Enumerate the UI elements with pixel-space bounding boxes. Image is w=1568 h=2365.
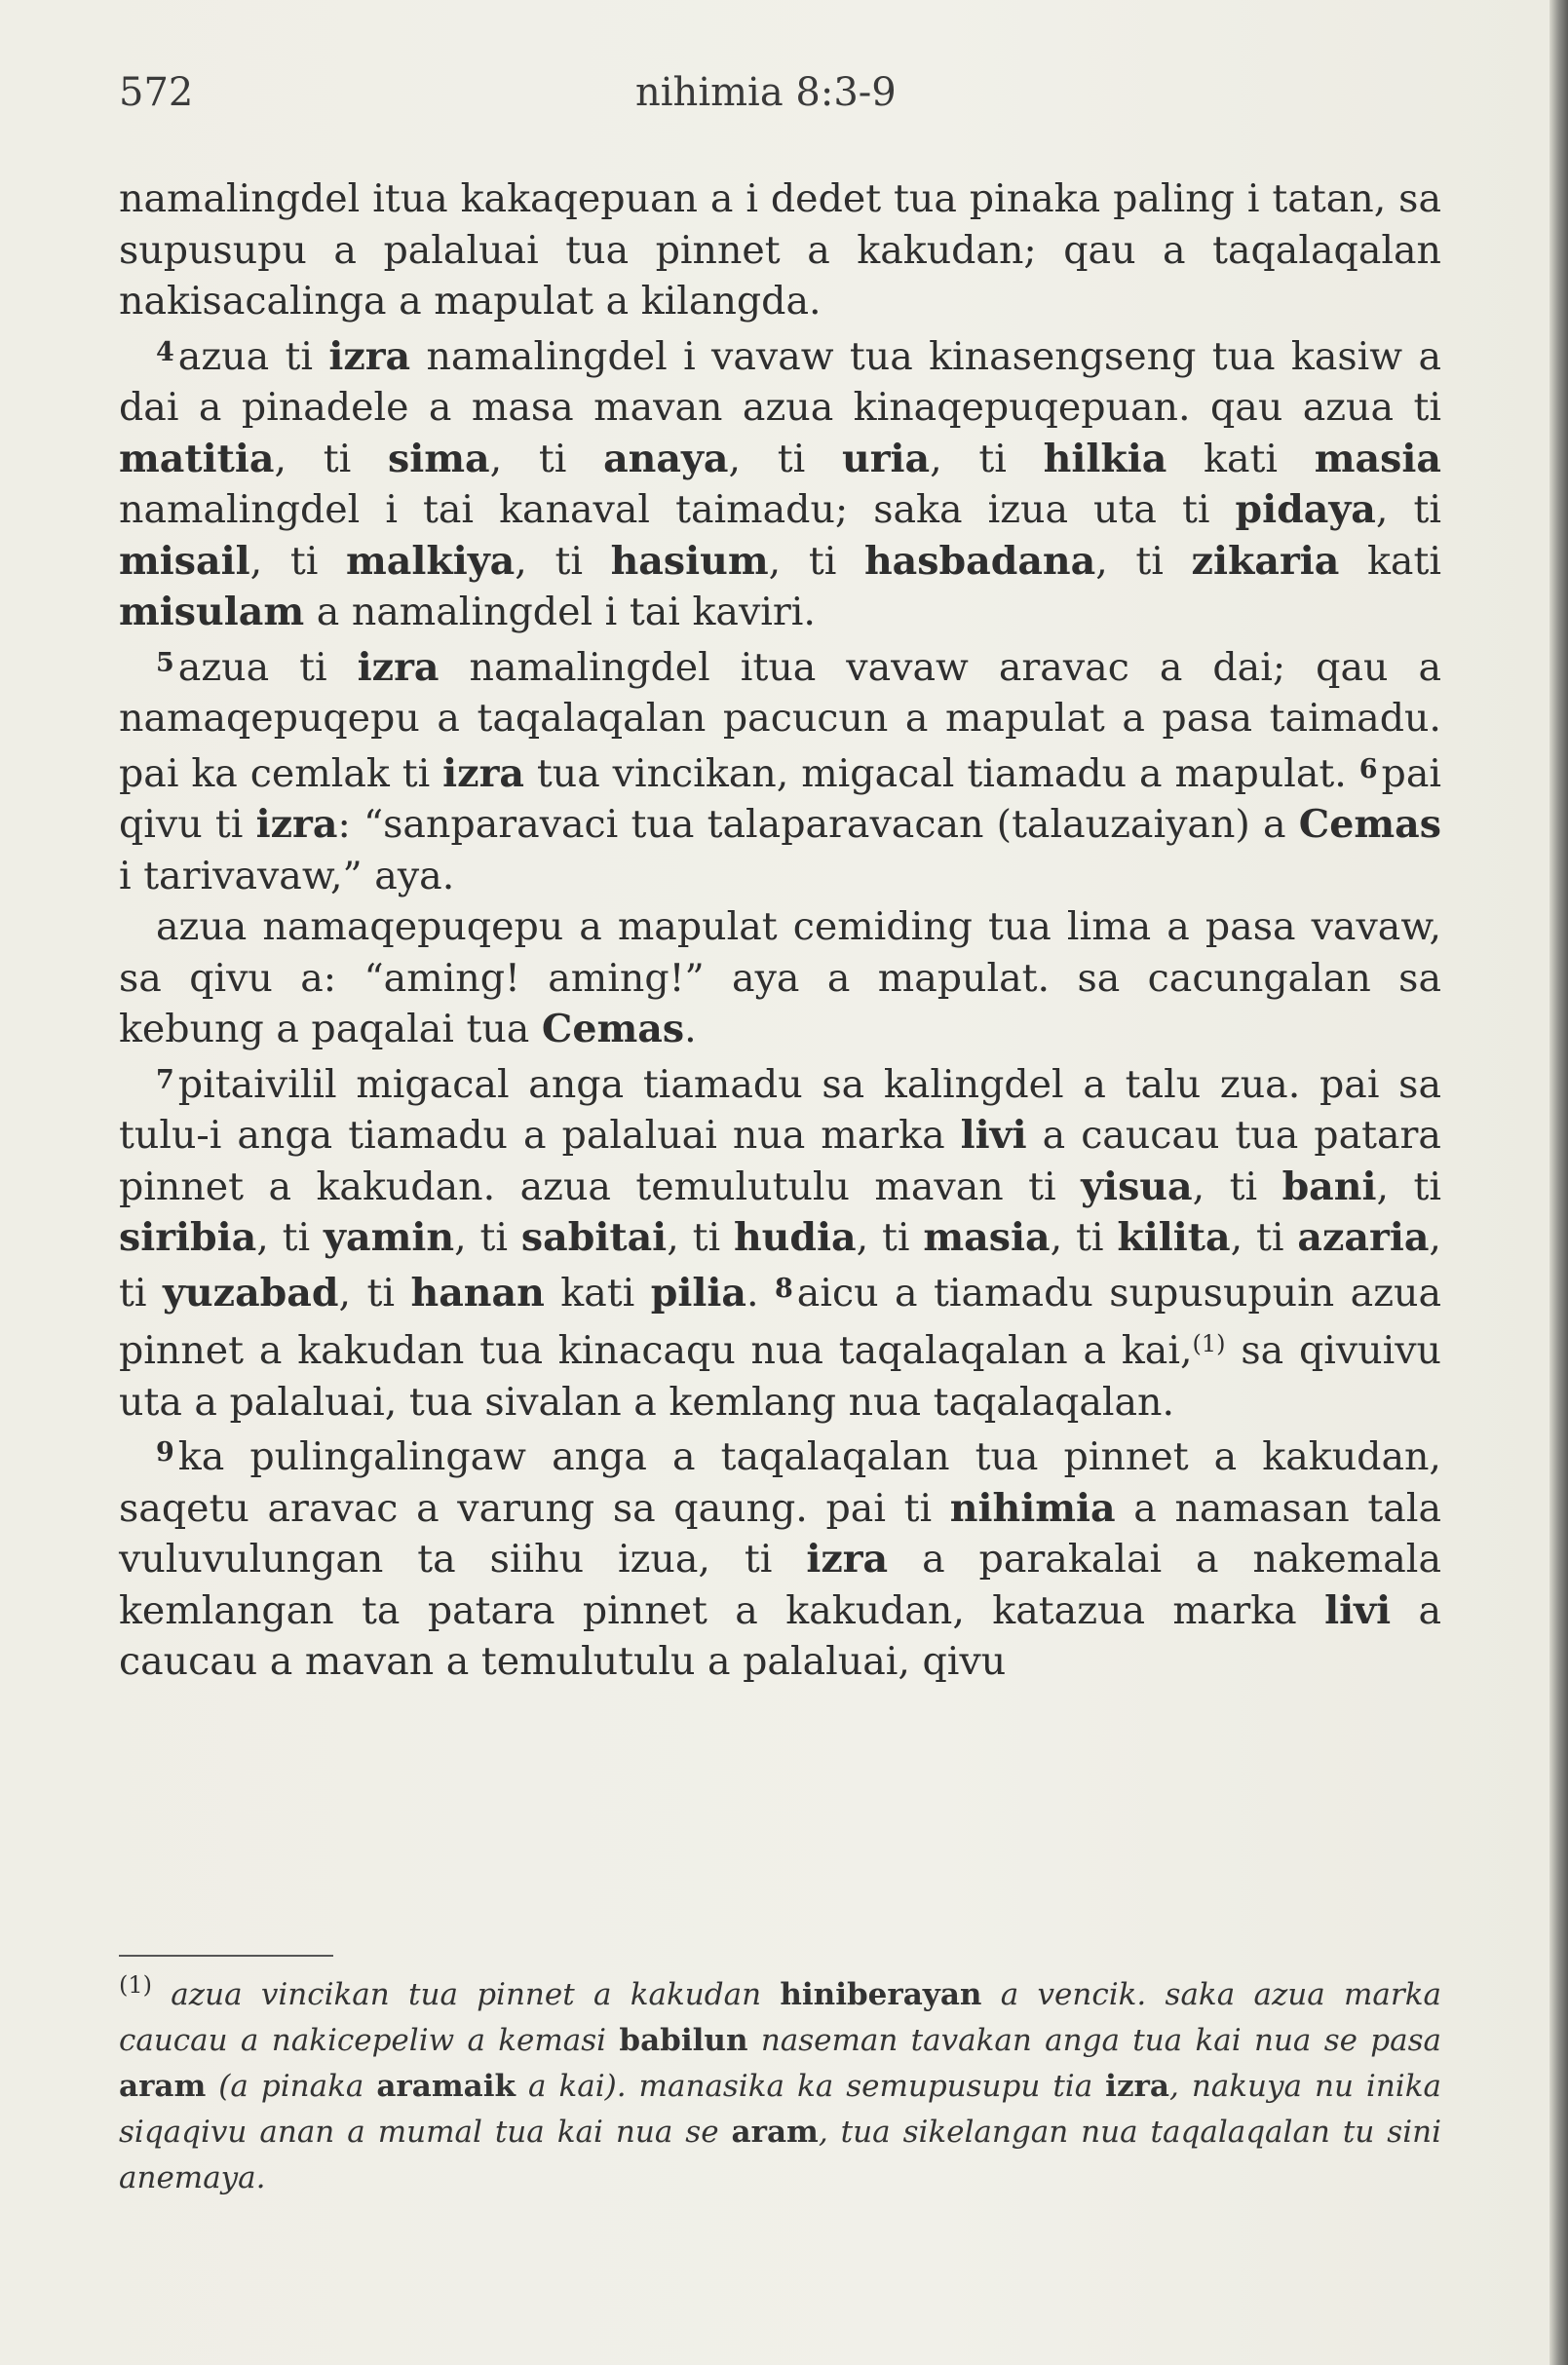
person-name: izra xyxy=(255,802,338,847)
verse-text: , ti xyxy=(274,436,388,481)
verse-number: 7 xyxy=(156,1064,174,1095)
person-name: masia xyxy=(1314,436,1441,481)
verse-text: , ti xyxy=(1375,487,1441,532)
verse-text: azua ti xyxy=(177,644,358,690)
person-name: livi xyxy=(960,1113,1027,1158)
verse-text: : “sanparavaci tua talaparavacan (talauzaiyan) a xyxy=(337,802,1299,847)
verse-text: , ti xyxy=(930,436,1044,481)
verse-text: , ti xyxy=(768,538,864,584)
footnote-term: hiniberayan xyxy=(780,1977,982,2012)
person-name: azaria xyxy=(1297,1215,1430,1260)
person-name: izra xyxy=(442,750,524,796)
verse-text: , ti xyxy=(454,1215,521,1260)
person-name: izra xyxy=(328,333,411,379)
person-name: livi xyxy=(1324,1587,1392,1633)
person-name: kilita xyxy=(1117,1215,1231,1260)
person-name: anaya xyxy=(603,436,729,481)
verse-number: 6 xyxy=(1358,753,1378,784)
verse-text: ka pulingalingaw anga a taqalaqalan tua pinnet a kakudan, saqetu aravac a varung sa qaung. pai ti xyxy=(119,1434,1441,1531)
verse-text: . xyxy=(746,1270,759,1316)
verse-text: , ti xyxy=(249,538,346,584)
verse-text: , ti xyxy=(1050,1215,1118,1260)
footnote xyxy=(119,1963,1441,2201)
verse-text: namalingdel itua vavaw aravac a dai; qau a namaqepuqepu a taqalaqalan pacucun a mapulat a pasa taimadu. pai ka cemlak ti xyxy=(119,644,1441,796)
verse-5-paragraph xyxy=(119,638,1441,902)
verse-text: azua namaqepuqepu a mapulat cemiding tua lima a pasa vavaw, sa qivu a: “aming! aming!” aya a mapulat. sa cacungalan sa kebung a paqalai tua xyxy=(119,904,1441,1051)
verse-6-continuation xyxy=(119,901,1441,1055)
person-name: matitia xyxy=(119,436,275,481)
verse-text: a parakalai a nakemala kemlangan ta patara pinnet a kakudan, katazua marka xyxy=(119,1537,1441,1633)
divine-name: Cemas xyxy=(1298,802,1441,847)
person-name: hilkia xyxy=(1043,436,1167,481)
chapter-reference: nihimia 8:3-9 xyxy=(635,70,897,115)
verse-text: , ti xyxy=(515,538,611,584)
verse-text: aicu a tiamadu supusupuin azua pinnet a kakudan tua kinacaqu nua taqalaqalan a kai, xyxy=(119,1270,1441,1373)
verse-text: pai qivu ti xyxy=(119,750,1441,847)
footnote-text: (a pinaka xyxy=(206,2069,377,2104)
person-name: hasium xyxy=(610,538,769,584)
footnote-text: , nakuya nu inika siqaqivu anan a mumal tua kai nua se xyxy=(119,2069,1441,2150)
verse-3-paragraph xyxy=(119,173,1441,327)
verse-text: a caucau tua patara pinnet a kakudan. azua temulutulu mavan ti xyxy=(119,1113,1441,1209)
verse-text: namalingdel i vavaw tua kinasengseng tua kasiw a dai a pinadele a masa mavan azua kinaqepuqepuan. qau azua ti xyxy=(119,333,1441,430)
verse-text: , ti xyxy=(1192,1163,1282,1209)
verse-text: , ti xyxy=(338,1270,411,1316)
footnote-divider xyxy=(119,1955,333,1957)
running-header xyxy=(119,70,1444,129)
person-name: misulam xyxy=(119,590,305,634)
person-name: misail xyxy=(119,538,250,584)
person-name: sabitai xyxy=(520,1215,668,1260)
verse-text: , ti xyxy=(489,436,604,481)
person-name: pidaya xyxy=(1235,487,1376,532)
verse-text: a namalingdel i tai kaviri. xyxy=(304,590,816,634)
person-name: sima xyxy=(387,436,490,481)
footnote-reference[interactable]: (1) xyxy=(1192,1330,1226,1357)
person-name: bani xyxy=(1281,1163,1377,1209)
verse-text: , ti xyxy=(119,1215,1441,1316)
footnote-term: aram xyxy=(119,2069,207,2104)
person-name: zikaria xyxy=(1191,538,1340,584)
verse-text: a namasan tala vuluvulungan ta siihu izua, ti xyxy=(119,1485,1442,1582)
person-name: hasbadana xyxy=(863,538,1096,584)
verse-9-paragraph xyxy=(119,1428,1441,1688)
verse-number: 4 xyxy=(156,336,174,367)
person-name: hudia xyxy=(733,1215,857,1260)
verse-text: sa qivuivu uta a palaluai, tua sivalan a kemlang nua taqalaqalan. xyxy=(119,1328,1441,1425)
footnote-text: a vencik. saka azua marka caucau a nakicepeliw a kemasi xyxy=(119,1977,1441,2058)
verse-number: 9 xyxy=(156,1437,174,1468)
verse-text: . xyxy=(684,1007,697,1051)
person-name: yisua xyxy=(1081,1163,1193,1209)
verse-text: , ti xyxy=(856,1215,924,1260)
person-name: izra xyxy=(357,644,440,690)
person-name: yamin xyxy=(324,1215,455,1260)
footnote-text: , tua sikelangan nua taqalaqalan tu sini anemaya. xyxy=(119,2115,1441,2195)
verse-text: kati xyxy=(1166,436,1315,481)
footnote-term: izra xyxy=(1105,2069,1169,2104)
footnote-text: azua vincikan tua pinnet a kakudan xyxy=(152,1977,781,2012)
verse-text: , ti xyxy=(667,1215,734,1260)
verse-7-paragraph xyxy=(119,1055,1441,1429)
person-name: nihimia xyxy=(949,1485,1116,1531)
divine-name: Cemas xyxy=(541,1007,685,1051)
person-name: masia xyxy=(923,1215,1051,1260)
verse-number: 5 xyxy=(156,647,174,678)
verse-text: i tarivavaw,” aya. xyxy=(119,853,455,898)
person-name: hanan xyxy=(410,1270,545,1316)
footnote-term: babilun xyxy=(619,2023,748,2058)
footnote-term: aramaik xyxy=(376,2069,516,2104)
footnote-text: naseman tavakan anga tua kai nua se pasa xyxy=(747,2023,1441,2058)
verse-text: pitaivilil migacal anga tiamadu sa kalingdel a talu zua. pai sa tulu-i anga tiamadu a palaluai nua marka xyxy=(119,1061,1441,1158)
verse-text: namalingdel i tai kanaval taimadu; saka izua uta ti xyxy=(119,487,1236,532)
book-page-edge xyxy=(1549,0,1568,2365)
verse-text: a caucau a mavan a temulutulu a palaluai, qivu xyxy=(119,1587,1441,1684)
verse-text: tua vincikan, migacal tiamadu a mapulat. xyxy=(524,750,1347,796)
person-name: malkiya xyxy=(345,538,516,584)
verse-text: , ti xyxy=(1095,538,1192,584)
verse-text: kati xyxy=(1339,538,1441,584)
verse-text: , ti xyxy=(728,436,842,481)
person-name: yuzabad xyxy=(162,1270,339,1316)
verse-text: kati xyxy=(544,1270,651,1316)
page-number: 572 xyxy=(119,70,194,115)
person-name: uria xyxy=(842,436,931,481)
footnote-mark: (1) xyxy=(119,1971,152,1999)
footnote-term: aram xyxy=(731,2115,819,2150)
footnote-text: a kai). manasika ka semupusupu tia xyxy=(515,2069,1106,2104)
verse-number: 8 xyxy=(775,1273,793,1304)
verse-text: , ti xyxy=(1230,1215,1298,1260)
verse-text: , ti xyxy=(256,1215,325,1260)
body-text xyxy=(119,173,1441,1688)
verse-text: , ti xyxy=(1376,1163,1441,1209)
verse-text: namalingdel itua kakaqepuan a i dedet tua pinaka paling i tatan, sa supusupu a palaluai tua pinnet a kakudan; qau a taqalaqalan nakisacalinga a mapulat a kilangda. xyxy=(119,176,1441,324)
person-name: izra xyxy=(806,1537,889,1582)
person-name: siribia xyxy=(119,1215,257,1260)
person-name: pilia xyxy=(650,1270,746,1316)
verse-4-paragraph xyxy=(119,327,1441,638)
verse-text: azua ti xyxy=(177,333,329,379)
